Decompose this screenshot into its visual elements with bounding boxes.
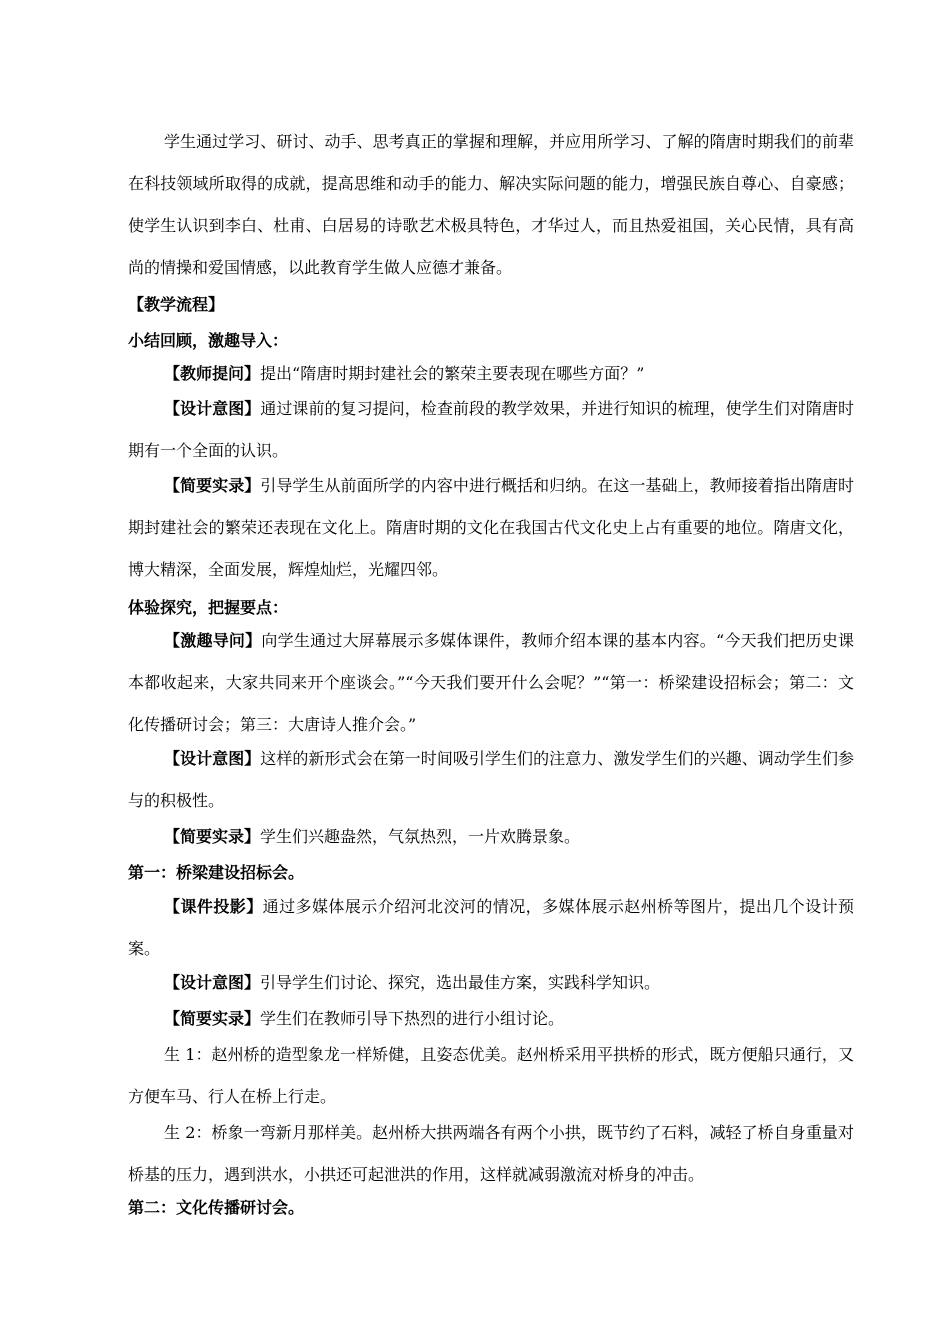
courseware-projection (128, 886, 854, 970)
body-text: 这样的新形式会在第一时间吸引学生们的注意力、激发学生们的兴趣、调动学生们参与的积极性。 (128, 749, 854, 810)
body-text: 通过课前的复习提问，检查前段的教学效果，并进行知识的梳理，使学生们对隋唐时期有一个全面的认识。 (128, 399, 854, 460)
body-text: 引导学生从前面所学的内容中进行概括和归纳。在这一基础上，教师接着指出隋唐时期封建社会的繁荣还表现在文化上。隋唐时期的文化在我国古代文化史上占有重要的地位。隋唐文化，博大精深，全面发展，辉煌灿烂，光耀四邻。 (128, 476, 854, 579)
student-answer-1 (128, 1034, 854, 1118)
tag-label: 【课件投影】 (164, 897, 263, 916)
body-text: 生 2：桥象一弯新月那样美。赵州桥大拱两端各有两个小拱，既节约了石料，减轻了桥自身重量对桥基的压力，遇到洪水，小拱还可起泄洪的作用，这样就减弱激流对桥身的冲击。 (128, 1123, 854, 1184)
heading-text: 第二：文化传播研讨会。 (128, 1198, 305, 1217)
tag-label: 【简要实录】 (164, 476, 261, 495)
heading-text: 体验探究，把握要点： (128, 598, 289, 617)
teaching-flow-heading (128, 287, 854, 323)
body-text: 引导学生们讨论、探究，选出最佳方案，实践科学知识。 (260, 973, 661, 992)
intro-paragraph (128, 121, 854, 289)
brief-record-2 (128, 816, 854, 858)
body-text: 通过多媒体展示介绍河北洨河的情况，多媒体展示赵州桥等图片，提出几个设计预案。 (128, 897, 854, 958)
body-text: 生 1：赵州桥的造型象龙一样矫健，且姿态优美。赵州桥采用平拱桥的形式，既方便船只通行，又方便车马、行人在桥上行走。 (128, 1045, 854, 1106)
design-intent-2 (128, 738, 854, 822)
heading-text: 小结回顾，激趣导入： (128, 331, 289, 350)
tag-label: 【设计意图】 (164, 749, 261, 768)
brief-record-1 (128, 465, 854, 591)
tag-label: 【教师提问】 (164, 364, 261, 383)
tag-label: 【简要实录】 (164, 1009, 261, 1028)
student-answer-2 (128, 1112, 854, 1196)
tag-label: 【简要实录】 (164, 827, 261, 846)
tag-label: 【设计意图】 (164, 973, 261, 992)
body-text: 向学生通过大屏幕展示多媒体课件，教师介绍本课的基本内容。“今天我们把历史课本都收起来，大家共同来开个座谈会。”“今天我们要开什么会呢？”“第一：桥梁建设招标会；第二：文化传播研讨会；第三：大唐诗人推介会。” (128, 631, 854, 734)
section-culture-heading (128, 1190, 854, 1226)
intro-text: 学生通过学习、研讨、动手、思考真正的掌握和理解，并应用所学习、了解的隋唐时期我们的前辈在科技领域所取得的成就，提高思维和动手的能力、解决实际问题的能力，增强民族自尊心、自豪感；使学生认识到李白、杜甫、白居易的诗歌艺术极具特色，才华过人，而且热爱祖国，关心民情，具有高尚的情操和爱国情感，以此教育学生做人应德才兼备。 (128, 132, 854, 277)
body-text: 学生们兴趣盎然，气氛热烈，一片欢腾景象。 (260, 827, 581, 846)
heading-text: 【教学流程】 (128, 295, 225, 314)
body-text: 提出“隋唐时期封建社会的繁荣主要表现在哪些方面？” (260, 364, 645, 383)
heading-text: 第一：桥梁建设招标会。 (128, 863, 305, 882)
tag-label: 【激趣导问】 (164, 631, 262, 650)
design-intent-1 (128, 388, 854, 472)
guided-question (128, 620, 854, 746)
body-text: 学生们在教师引导下热烈的进行小组讨论。 (260, 1009, 565, 1028)
tag-label: 【设计意图】 (164, 399, 261, 418)
